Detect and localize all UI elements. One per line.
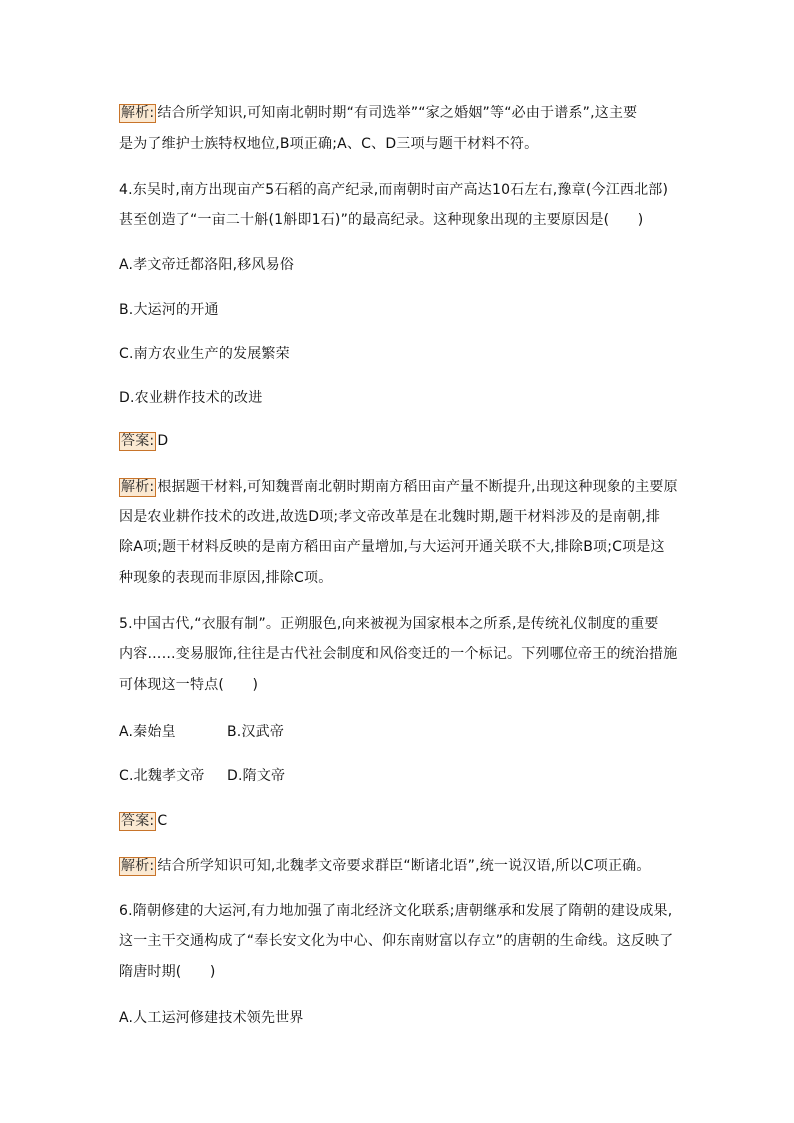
question-5-stem: 可体现这一特点( ): [119, 677, 259, 693]
answer-value: D: [157, 433, 169, 449]
analysis-text: 根据题干材料,可知魏晋南北朝时期南方稻田亩产量不断提升,出现这种现象的主要原: [157, 479, 678, 495]
question-4-analysis: 因是农业耕作技术的改进,故选D项;孝文帝改革是在北魏时期,题干材料涉及的是南朝,排: [119, 509, 661, 525]
question-5-options-row: [119, 722, 679, 742]
question-4-stem: 甚至创造了“一亩二十斛(1斛即1石)”的最高纪录。这种现象出现的主要原因是( ): [119, 212, 644, 228]
question-5-option-b: B.汉武帝: [227, 724, 285, 740]
answer-label: 答案:: [121, 813, 155, 829]
question-6-option-a: A.人工运河修建技术领先世界: [119, 1010, 304, 1026]
analysis-label: 解析:: [121, 858, 155, 874]
question-5-option-a: A.秦始皇: [119, 724, 176, 740]
question-5-option-d: D.隋文帝: [227, 768, 286, 784]
answer-value: C: [157, 813, 168, 829]
question-6-stem: 这一主干交通构成了“奉长安文化为中心、仰东南财富以存立”的唐朝的生命线。这反映了: [119, 933, 674, 949]
analysis-line: [119, 103, 679, 123]
question-4-analysis: 除A项;题干材料反映的是南方稻田亩产量增加,与大运河开通关联不大,排除B项;C项是这: [119, 539, 665, 555]
question-5-stem: 内容……变易服饰,往往是古代社会制度和风俗变迁的一个标记。下列哪位帝王的统治措施: [119, 646, 678, 662]
question-4-stem: 4.东吴时,南方出现亩产5石稻的高产纪录,而南朝时亩产高达10石左右,豫章(今江西北部): [119, 182, 669, 198]
question-6-stem: 隋唐时期( ): [119, 964, 216, 980]
question-5-analysis: [119, 856, 679, 876]
question-5-options-row: [119, 766, 679, 786]
question-4-option-c: C.南方农业生产的发展繁荣: [119, 346, 290, 362]
analysis-text: 结合所学知识,可知南北朝时期“有司选举”“家之婚姻”等“必由于谱系”,这主要: [157, 105, 638, 121]
question-5-option-c: C.北魏孝文帝: [119, 768, 205, 784]
question-4-analysis: 种现象的表现而非原因,排除C项。: [119, 570, 333, 586]
analysis-line: 是为了维护士族特权地位,B项正确;A、C、D三项与题干材料不符。: [119, 136, 539, 152]
analysis-text: 结合所学知识可知,北魏孝文帝要求群臣“断诸北语”,统一说汉语,所以C项正确。: [157, 858, 651, 874]
analysis-label: 解析:: [121, 479, 155, 495]
question-5-answer: [119, 811, 679, 831]
question-6-stem: 6.隋朝修建的大运河,有力地加强了南北经济文化联系;唐朝继承和发展了隋朝的建设成果,: [119, 903, 673, 919]
question-4-option-a: A.孝文帝迁都洛阳,移风易俗: [119, 257, 295, 273]
question-4-option-b: B.大运河的开通: [119, 302, 219, 318]
answer-label: 答案:: [121, 433, 155, 449]
question-4-option-d: D.农业耕作技术的改进: [119, 390, 263, 406]
analysis-label: 解析:: [121, 105, 155, 121]
question-4-analysis: [119, 477, 679, 497]
question-5-stem: 5.中国古代,“衣服有制”。正朔服色,向来被视为国家根本之所系,是传统礼仪制度的重要: [119, 616, 659, 632]
question-4-answer: [119, 431, 679, 451]
